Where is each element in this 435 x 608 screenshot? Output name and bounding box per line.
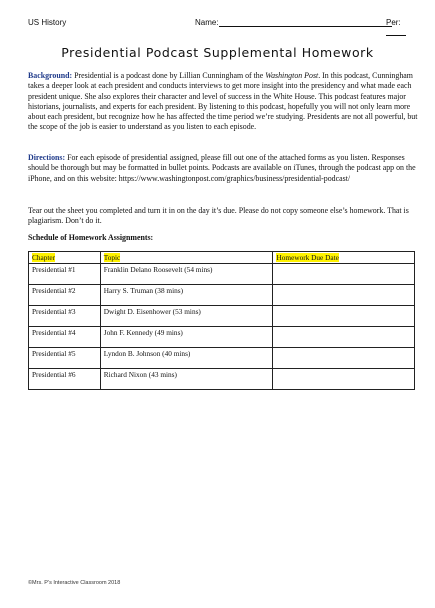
directions-label: Directions: xyxy=(28,153,66,162)
topic-cell: John F. Kennedy (49 mins) xyxy=(100,327,273,348)
table-row xyxy=(29,306,415,327)
due-date-cell xyxy=(273,369,415,390)
due-date-cell xyxy=(273,264,415,285)
due-date-cell xyxy=(273,327,415,348)
table-row xyxy=(29,264,415,285)
topic-cell: Franklin Delano Roosevelt (54 mins) xyxy=(100,264,273,285)
background-text-1: Presidential is a podcast done by Lillian Cunningham of the xyxy=(72,71,266,80)
chapter-cell: Presidential #4 xyxy=(29,327,101,348)
col-header-topic: Topic xyxy=(100,252,273,264)
table-row xyxy=(29,369,415,390)
directions-text: For each episode of presidential assigned, please fill out one of the attached forms as you listen. Responses should be thorough but may be formatted in bullet points. Podcasts are available on iTunes, through the podcast app on the iPhone, and on this website: https://www.washingtonpost.com/graphics/business/presidential-podcast/ xyxy=(28,153,416,183)
tear-out-paragraph: Tear out the sheet you completed and turn it in on the day it’s due. Please do not copy someone else’s homework. That is plagiarism. Don’t do it. xyxy=(28,206,409,226)
due-date-cell xyxy=(273,285,415,306)
schedule-heading: Schedule of Homework Assignments: xyxy=(28,233,154,242)
copyright-footer: ©Mrs. P’s Interactive Classroom 2018 xyxy=(28,580,121,586)
chapter-cell: Presidential #6 xyxy=(29,369,101,390)
course-name: US History xyxy=(28,18,67,27)
topic-cell: Richard Nixon (43 mins) xyxy=(100,369,273,390)
period-label: Per: xyxy=(386,18,401,27)
chapter-cell: Presidential #5 xyxy=(29,348,101,369)
table-header-row xyxy=(29,252,415,264)
col-header-chapter: Chapter xyxy=(29,252,101,264)
chapter-cell: Presidential #2 xyxy=(29,285,101,306)
topic-cell: Harry S. Truman (38 mins) xyxy=(100,285,273,306)
table-row xyxy=(29,327,415,348)
name-label: Name: xyxy=(195,18,219,27)
background-text-2: . In this podcast, Cunningham takes a deeper look at each president and conducts interviews to get more insight into the presidency and what made each president unique. She also explores their character and level of success in the White House. This podcast features major historians, journalists, and experts for each president. By listening to this podcast, hopefully you will not only learn more about each president, but recognize how he has affected the time period we’re studying. Presidents are not all powerful, but the scope of the job is easier to understand as you listen to each episode. xyxy=(28,71,418,132)
directions-paragraph xyxy=(28,153,418,184)
background-paragraph xyxy=(28,71,418,133)
schedule-table xyxy=(28,251,415,390)
page-title: Presidential Podcast Supplemental Homework xyxy=(61,45,374,60)
due-date-cell xyxy=(273,348,415,369)
name-field xyxy=(195,18,392,27)
chapter-cell: Presidential #1 xyxy=(29,264,101,285)
topic-cell: Dwight D. Eisenhower (53 mins) xyxy=(100,306,273,327)
topic-cell: Lyndon B. Johnson (40 mins) xyxy=(100,348,273,369)
period-field xyxy=(386,18,411,36)
table-row xyxy=(29,285,415,306)
name-blank xyxy=(219,18,392,27)
due-date-cell xyxy=(273,306,415,327)
header-row xyxy=(28,14,411,30)
period-blank xyxy=(386,27,406,36)
publication-name: Washington Post xyxy=(265,71,319,80)
background-label: Background: xyxy=(28,71,73,80)
table-row xyxy=(29,348,415,369)
chapter-cell: Presidential #3 xyxy=(29,306,101,327)
col-header-due-date: Homework Due Date xyxy=(273,252,415,264)
